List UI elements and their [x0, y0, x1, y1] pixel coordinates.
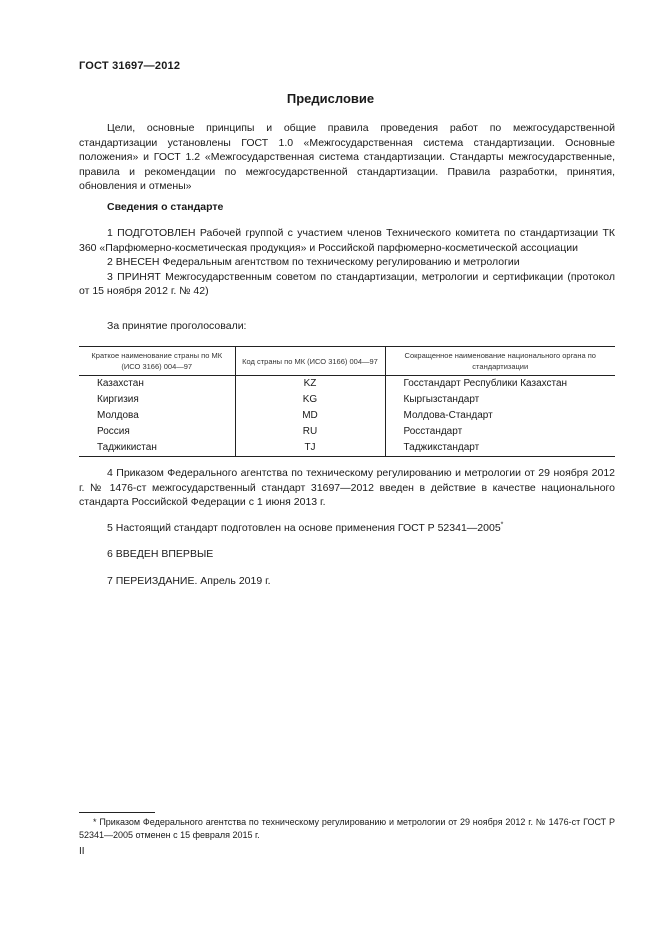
body-cell: Кыргызстандарт — [385, 392, 615, 408]
body-cell: Таджикстандарт — [385, 440, 615, 457]
code-cell: RU — [235, 424, 385, 440]
code-cell: MD — [235, 408, 385, 424]
item-5-text: 5 Настоящий стандарт подготовлен на основе применения ГОСТ Р 52341—2005 — [107, 522, 501, 534]
column-header-body: Сокращенное наименование национального органа по стандартизации — [385, 347, 615, 376]
voting-table — [79, 346, 615, 457]
item-7-block — [79, 574, 615, 589]
code-cell: KZ — [235, 376, 385, 393]
item-5-block — [79, 521, 615, 536]
item-7: 7 ПЕРЕИЗДАНИЕ. Апрель 2019 г. — [107, 575, 271, 587]
item-1: 1 ПОДГОТОВЛЕН Рабочей группой с участием членов Технического комитета по стандартизации ТК 360 «Парфюмерно-косметическая продукция» и Российской парфюмерно-косметической ассоциации — [79, 227, 615, 254]
code-cell: KG — [235, 392, 385, 408]
intro-paragraph: Цели, основные принципы и общие правила проведения работ по межгосударственной стандартизации установлены ГОСТ 1.0 «Межгосударственная система стандартизации. Основные положения» и ГОСТ 1.2 «Межгосударственная система стандартизации. Стандарты межгосударственные, правила и рекомендации по межгосударственной стандартизации. Правила разработки, принятия, обновления и отмены» — [79, 122, 615, 192]
footnote-mark: * — [500, 521, 504, 529]
item-6: 6 ВВЕДЕН ВПЕРВЫЕ — [107, 548, 214, 560]
page-number: II — [79, 846, 85, 857]
country-cell: Молдова — [97, 410, 139, 421]
table-row — [79, 424, 615, 440]
table-row — [79, 408, 615, 424]
page-title: Предисловие — [286, 91, 375, 106]
body-cell: Госстандарт Республики Казахстан — [385, 376, 615, 393]
country-cell: Россия — [97, 426, 130, 437]
section-heading: Сведения о стандарте — [107, 201, 224, 213]
footnote-divider — [79, 812, 155, 813]
column-header-country: Краткое наименование страны по МК (ИСО 3166) 004—97 — [79, 347, 235, 376]
item-4: 4 Приказом Федерального агентства по техническому регулированию и метрологии от 29 ноября 2012 г. № 1476-ст межгосударственный стандарт 31697—2012 введен в действие в качестве национального стандарта Российской Федерации с 1 июня 2013 г. — [79, 467, 615, 508]
footnote: * Приказом Федерального агентства по техническому регулированию и метрологии от 29 ноября 2012 г. № 1476-ст ГОСТ Р 52341—2005 отменен с 15 февраля 2015 г. — [79, 817, 615, 840]
country-cell: Казахстан — [97, 378, 144, 389]
item-6-block — [79, 547, 615, 562]
country-cell: Таджикистан — [79, 440, 235, 457]
code-cell: TJ — [235, 440, 385, 457]
body-cell: Молдова-Стандарт — [385, 408, 615, 424]
table-row — [79, 440, 615, 457]
country-cell: Киргизия — [97, 394, 139, 405]
standard-code: ГОСТ 31697—2012 — [79, 60, 181, 72]
item-2: 2 ВНЕСЕН Федеральным агентством по техническому регулированию и метрологии — [107, 256, 520, 268]
item-4-block — [79, 466, 615, 510]
body-cell: Росстандарт — [385, 424, 615, 440]
voted-label: За принятие проголосовали: — [107, 320, 247, 332]
column-header-code: Код страны по МК (ИСО 3166) 004—97 — [235, 347, 385, 376]
table-row — [79, 376, 615, 393]
item-5 — [79, 521, 615, 536]
table-header-row — [79, 347, 615, 376]
items-top — [79, 226, 615, 299]
table-row — [79, 392, 615, 408]
intro-section — [79, 121, 615, 194]
item-3: 3 ПРИНЯТ Межгосударственным советом по стандартизации, метрологии и сертификации (протокол от 15 ноября 2012 г. № 42) — [79, 270, 615, 297]
